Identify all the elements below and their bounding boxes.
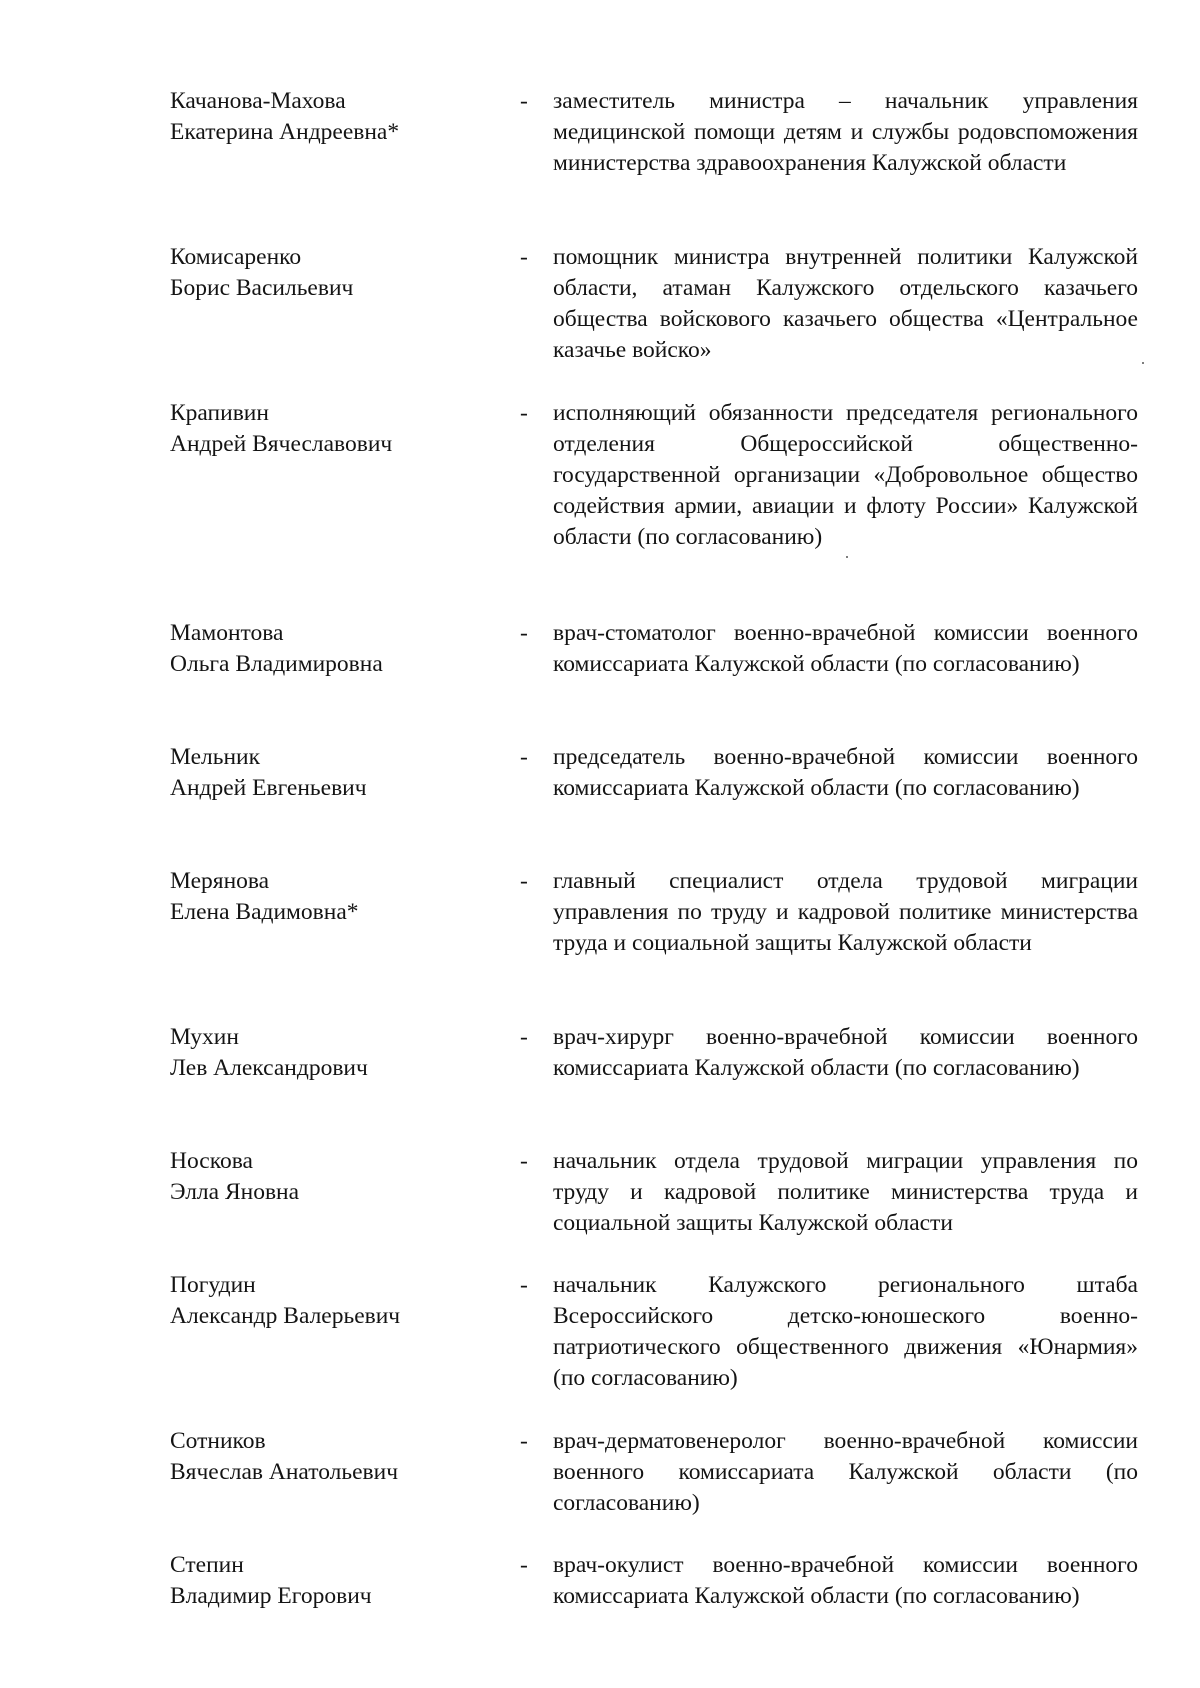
member-name: Мамонтова Ольга Владимировна [170, 620, 383, 677]
member-role: врач-стоматолог военно-врачебной комиссии военного комиссариата Калужской области (по согласованию) [553, 620, 1138, 677]
separator-dash: - [520, 868, 528, 894]
separator-dash: - [520, 400, 528, 426]
member-role: врач-окулист военно-врачебной комиссии военного комиссариата Калужской области (по согласованию) [553, 1552, 1138, 1609]
member-name: Качанова-Махова Екатерина Андреевна* [170, 88, 400, 145]
scan-speck [1142, 362, 1144, 364]
member-name: Носкова Элла Яновна [170, 1148, 300, 1205]
separator-dash: - [520, 1272, 528, 1298]
member-role: председатель военно-врачебной комиссии военного комиссариата Калужской области (по согласованию) [553, 744, 1138, 801]
member-name: Сотников Вячеслав Анатольевич [170, 1428, 399, 1485]
member-name: Мерянова Елена Вадимовна* [170, 868, 359, 925]
separator-dash: - [520, 88, 528, 114]
separator-dash: - [520, 1148, 528, 1174]
member-name: Погудин Александр Валерьевич [170, 1272, 401, 1329]
member-role: главный специалист отдела трудовой миграции управления по труду и кадровой политике министерства труда и социальной защиты Калужской области [553, 868, 1138, 956]
separator-dash: - [520, 1428, 528, 1454]
member-role: врач-хирург военно-врачебной комиссии военного комиссариата Калужской области (по согласованию) [553, 1024, 1138, 1081]
separator-dash: - [520, 744, 528, 770]
member-role: заместитель министра – начальник управления медицинской помощи детям и службы родовспоможения министерства здравоохранения Калужской области [553, 88, 1138, 176]
separator-dash: - [520, 1552, 528, 1578]
separator-dash: - [520, 244, 528, 270]
member-role: начальник Калужского регионального штаба Всероссийского детско-юношеского военно-патриотического общественного движения «Юнармия» (по согласованию) [553, 1272, 1138, 1391]
member-name: Комисаренко Борис Васильевич [170, 244, 354, 301]
member-role: начальник отдела трудовой миграции управления по труду и кадровой политике министерства труда и социальной защиты Калужской области [553, 1148, 1138, 1236]
member-name: Мухин Лев Александрович [170, 1024, 368, 1081]
member-role: исполняющий обязанности председателя регионального отделения Общероссийской общественно-государственной организации «Добровольное общество содействия армии, авиации и флоту России» Калужской области (по согласованию) [553, 400, 1138, 550]
member-role: помощник министра внутренней политики Калужской области, атаман Калужского отдельского казачьего общества войскового казачьего общества «Центральное казачье войско» [553, 244, 1138, 363]
member-name: Мельник Андрей Евгеньевич [170, 744, 367, 801]
member-name: Крапивин Андрей Вячеславович [170, 400, 393, 457]
member-role: врач-дерматовенеролог военно-врачебной комиссии военного комиссариата Калужской области (по согласованию) [553, 1428, 1138, 1516]
separator-dash: - [520, 620, 528, 646]
scan-speck [846, 556, 848, 558]
member-name: Степин Владимир Егорович [170, 1552, 372, 1609]
separator-dash: - [520, 1024, 528, 1050]
